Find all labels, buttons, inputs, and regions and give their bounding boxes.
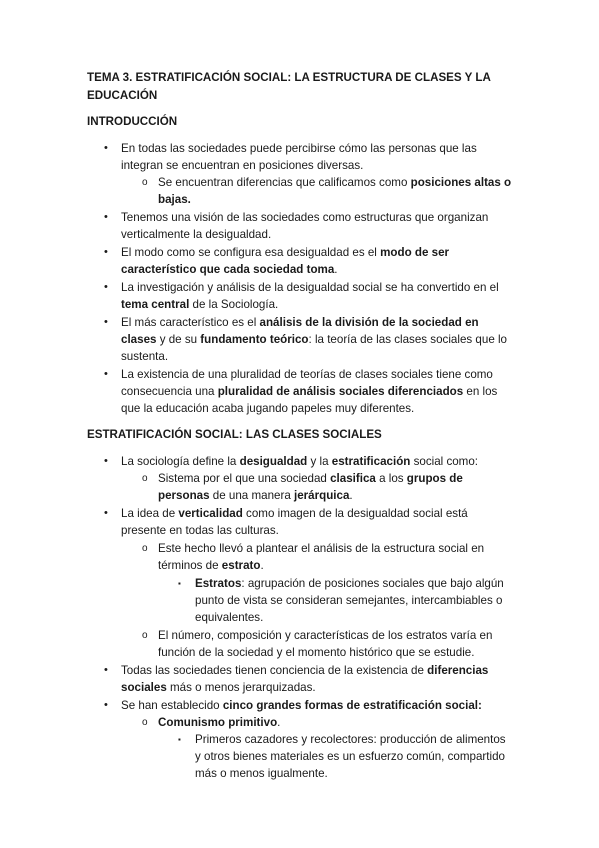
bold-text: cinco grandes formas de estratificación social: <box>222 699 482 712</box>
text-line <box>158 644 474 661</box>
bold-text: análisis de la división de la sociedad en <box>259 316 479 329</box>
text-line <box>121 279 499 296</box>
text-line <box>121 244 449 261</box>
text-line <box>195 731 506 748</box>
text-segment: a los <box>375 472 407 485</box>
text-segment: Se han establecido <box>121 699 223 712</box>
bullet-marker: • <box>104 699 108 711</box>
text-segment: : agrupación de posiciones sociales que bajo algún <box>241 577 504 590</box>
text-line <box>158 627 492 644</box>
text-segment: punto de vista se consideran semejantes, intercambiables o <box>195 594 503 607</box>
text-line <box>121 331 507 348</box>
text-segment: El número, composición y características de los estratos varía en <box>158 629 493 642</box>
text-line <box>121 662 488 679</box>
bullet-marker: • <box>104 281 108 293</box>
bold-text: verticalidad <box>178 507 243 520</box>
bullet-marker: • <box>104 211 108 223</box>
bold-text: estrato <box>221 559 261 572</box>
bold-text: personas <box>158 489 210 502</box>
text-segment: equivalentes. <box>195 611 264 624</box>
bold-text: característico que cada sociedad toma <box>121 263 335 276</box>
text-line <box>195 592 502 609</box>
text-line <box>121 226 271 243</box>
text-line <box>158 470 463 487</box>
text-line <box>121 522 279 539</box>
text-segment: de una manera <box>209 489 294 502</box>
circle-bullet-marker: o <box>142 630 148 641</box>
text-segment: más o menos jerarquizadas. <box>166 681 316 694</box>
bold-text: tema central <box>121 298 190 311</box>
text-segment: La investigación y análisis de la desigualdad social se ha convertido en el <box>121 281 499 294</box>
circle-bullet-marker: o <box>142 177 148 188</box>
text-segment: El modo como se configura esa desigualdad es el <box>121 246 381 259</box>
text-segment: Sistema por el que una sociedad <box>158 472 331 485</box>
text-line <box>158 540 484 557</box>
text-segment: . <box>334 263 338 276</box>
text-segment: más o menos igualmente. <box>195 767 328 780</box>
text-line <box>195 765 328 782</box>
bullet-marker: • <box>104 368 108 380</box>
text-line <box>195 748 505 765</box>
bold-text: desigualdad <box>239 455 308 468</box>
text-segment: de la Sociología. <box>189 298 279 311</box>
bold-text: posiciones altas o <box>410 176 512 189</box>
text-line <box>121 400 414 417</box>
bold-text: modo de ser <box>380 246 450 259</box>
text-segment: La existencia de una pluralidad de teorías de clases sociales tiene como <box>121 368 493 381</box>
text-line <box>121 314 479 331</box>
text-line <box>121 261 338 278</box>
bold-text: estratificación <box>331 455 411 468</box>
bold-text: pluralidad de análisis sociales diferenciados <box>217 385 464 398</box>
square-bullet-marker: ▪ <box>178 735 181 744</box>
text-segment: Tenemos una visión de las sociedades como estructuras que organizan <box>121 211 489 224</box>
bullet-marker: • <box>104 455 108 467</box>
bullet-marker: • <box>104 507 108 519</box>
bold-text: Estratos <box>195 577 242 590</box>
text-segment: La sociología define la <box>121 455 240 468</box>
text-line <box>121 697 482 714</box>
text-line <box>121 453 478 470</box>
text-segment: . <box>277 716 281 729</box>
text-line <box>121 209 488 226</box>
bold-text: bajas. <box>158 193 191 206</box>
text-line <box>158 714 280 731</box>
text-segment: y la <box>307 455 332 468</box>
text-segment: La idea de <box>121 507 179 520</box>
bold-text: diferencias <box>427 664 489 677</box>
bullet-marker: • <box>104 142 108 154</box>
document-title-line-1: TEMA 3. ESTRATIFICACIÓN SOCIAL: LA ESTRUCTURA DE CLASES Y LA <box>87 71 491 84</box>
text-line <box>121 140 477 157</box>
text-line <box>195 575 504 592</box>
text-segment: función de la sociedad y el momento histórico que se estudie. <box>158 646 475 659</box>
text-line <box>195 609 263 626</box>
text-segment: Se encuentran diferencias que calificamos como <box>158 176 411 189</box>
text-segment: : la teoría de las clases sociales que lo <box>308 333 508 346</box>
bold-text: sociales <box>121 681 167 694</box>
text-segment: y otros bienes materiales es un esfuerzo común, compartido <box>195 750 505 763</box>
text-line <box>121 679 316 696</box>
text-line <box>158 191 191 208</box>
text-line <box>158 487 353 504</box>
text-segment: . <box>260 559 264 572</box>
text-segment: social como: <box>410 455 479 468</box>
text-line <box>158 174 511 191</box>
text-segment: Este hecho llevó a plantear el análisis de la estructura social en <box>158 542 485 555</box>
text-segment: integran se encuentran en posiciones diversas. <box>121 159 364 172</box>
text-segment: . <box>349 489 353 502</box>
circle-bullet-marker: o <box>142 543 148 554</box>
text-segment: El más característico es el <box>121 316 260 329</box>
bold-text: clasifica <box>330 472 376 485</box>
bullet-marker: • <box>104 246 108 258</box>
square-bullet-marker: ▪ <box>178 579 181 588</box>
text-segment: En todas las sociedades puede percibirse cómo las personas que las <box>121 142 477 155</box>
circle-bullet-marker: o <box>142 717 148 728</box>
text-segment: Todas las sociedades tienen conciencia de la existencia de <box>121 664 428 677</box>
text-segment: sustenta. <box>121 350 169 363</box>
circle-bullet-marker: o <box>142 473 148 484</box>
bold-text: jerárquica <box>294 489 350 502</box>
bullet-marker: • <box>104 664 108 676</box>
text-segment: presente en todas las culturas. <box>121 524 279 537</box>
bullet-marker: • <box>104 316 108 328</box>
text-line <box>121 296 278 313</box>
text-segment: Primeros cazadores y recolectores: producción de alimentos <box>195 733 506 746</box>
text-segment: que la educación acaba jugando papeles muy diferentes. <box>121 402 415 415</box>
text-line <box>121 348 168 365</box>
bold-text: Comunismo primitivo <box>158 716 278 729</box>
text-line <box>121 366 493 383</box>
bold-text: clases <box>121 333 157 346</box>
text-line <box>121 505 468 522</box>
text-line <box>158 557 264 574</box>
text-segment: en los <box>463 385 498 398</box>
text-line <box>121 383 497 400</box>
bold-text: grupos de <box>406 472 463 485</box>
document-title-line-2: EDUCACIÓN <box>87 89 158 102</box>
section-heading-introduccion: INTRODUCCIÓN <box>87 115 178 128</box>
section-heading-estratificacion: ESTRATIFICACIÓN SOCIAL: LAS CLASES SOCIALES <box>87 428 382 441</box>
text-segment: términos de <box>158 559 222 572</box>
bold-text: fundamento teórico <box>200 333 309 346</box>
text-segment: consecuencia una <box>121 385 218 398</box>
text-segment: verticalmente la desigualdad. <box>121 228 272 241</box>
text-line <box>121 157 363 174</box>
text-segment: como imagen de la desigualdad social está <box>242 507 468 520</box>
text-segment: y de su <box>156 333 201 346</box>
